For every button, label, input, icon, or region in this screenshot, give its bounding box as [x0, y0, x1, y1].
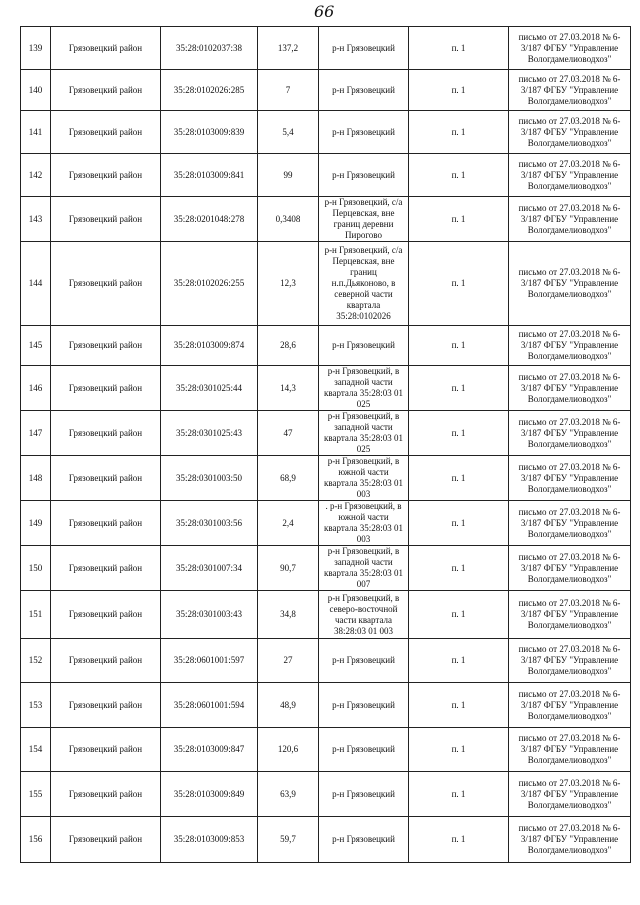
cadastral-number-cell: 35:28:0103009:874: [161, 326, 258, 366]
location-cell: [319, 27, 409, 70]
location-line: 003: [356, 534, 371, 544]
area-cell: 27: [258, 639, 319, 683]
item-cell: п. 1: [409, 242, 509, 326]
location-cell: [319, 772, 409, 817]
table-row: [21, 546, 631, 591]
table-row: [21, 242, 631, 326]
item-cell: п. 1: [409, 546, 509, 591]
cadastral-number-cell: 35:28:0103009:849: [161, 772, 258, 817]
row-number-cell: 152: [21, 639, 51, 683]
cadastral-number-cell: 35:28:0103009:841: [161, 154, 258, 197]
source-line: Вологдамелиоводхоз": [527, 289, 612, 299]
item-cell: п. 1: [409, 27, 509, 70]
source-line: письмо от 27.03.2018 № 6-: [518, 777, 621, 788]
location-line: границ: [350, 267, 377, 277]
location-line: 007: [356, 579, 371, 589]
location-line: р-н Грязовецкий: [332, 744, 395, 754]
location-line: квартала 35:28:03 01: [324, 478, 403, 488]
source-line: письмо от 27.03.2018 № 6-: [518, 598, 621, 608]
location-cell: [319, 70, 409, 111]
location-cell: [319, 501, 409, 546]
source-line: письмо от 27.03.2018 № 6-: [518, 115, 621, 126]
row-number-cell: 146: [21, 366, 51, 411]
district-cell: Грязовецкий район: [51, 366, 161, 411]
location-line: северной части: [334, 289, 393, 299]
source-line: Вологдамелиоводхоз": [527, 180, 612, 191]
item-cell: п. 1: [409, 366, 509, 411]
location-line: квартала: [346, 300, 381, 310]
location-cell: [319, 154, 409, 197]
item-cell: п. 1: [409, 591, 509, 639]
item-cell: п. 1: [409, 728, 509, 772]
location-cell: [319, 111, 409, 154]
table-row: [21, 27, 631, 70]
item-cell: п. 1: [409, 411, 509, 456]
location-line: квартала 35:28:03 01: [324, 568, 403, 578]
location-line: р-н Грязовецкий: [332, 788, 395, 799]
location-cell: [319, 411, 409, 456]
source-document-cell: [509, 111, 631, 154]
source-line: 3/187 ФГБУ "Управление: [520, 562, 619, 573]
source-line: Вологдамелиоводхоз": [527, 528, 612, 539]
source-line: Вологдамелиоводхоз": [527, 438, 612, 449]
source-line: Вологдамелиоводхоз": [527, 573, 612, 584]
row-number-cell: 155: [21, 772, 51, 817]
cadastral-number-cell: 35:28:0103009:839: [161, 111, 258, 154]
source-line: 3/187 ФГБУ "Управление: [520, 744, 619, 754]
row-number-cell: 145: [21, 326, 51, 366]
row-number-cell: 153: [21, 683, 51, 728]
table-row: [21, 154, 631, 197]
source-document-cell: [509, 817, 631, 863]
source-document-cell: [509, 70, 631, 111]
source-line: 3/187 ФГБУ "Управление: [520, 609, 619, 619]
location-line: р-н Грязовецкий, с/а: [324, 197, 403, 207]
location-cell: [319, 591, 409, 639]
source-line: письмо от 27.03.2018 № 6-: [518, 823, 621, 833]
table-row: [21, 70, 631, 111]
source-line: письмо от 27.03.2018 № 6-: [518, 688, 621, 699]
cadastral-number-cell: 35:28:0301003:43: [161, 591, 258, 639]
location-cell: [319, 366, 409, 411]
location-line: квартала 35:28:03 01: [324, 388, 403, 398]
location-line: Перцевская, вне: [332, 256, 395, 266]
source-line: письмо от 27.03.2018 № 6-: [518, 506, 621, 517]
district-cell: Грязовецкий район: [51, 501, 161, 546]
area-cell: 2,4: [258, 501, 319, 546]
cadastral-number-cell: 35:28:0301003:56: [161, 501, 258, 546]
location-line: р-н Грязовецкий, в: [327, 592, 400, 603]
source-line: письмо от 27.03.2018 № 6-: [518, 644, 621, 654]
source-line: письмо от 27.03.2018 № 6-: [518, 202, 621, 213]
cadastral-number-cell: 35:28:0301025:43: [161, 411, 258, 456]
table-row: [21, 591, 631, 639]
source-line: Вологдамелиоводхоз": [527, 799, 612, 810]
row-number-cell: 147: [21, 411, 51, 456]
location-line: р-н Грязовецкий, в: [327, 411, 400, 421]
location-line: Пирогово: [345, 230, 382, 240]
area-cell: 28,6: [258, 326, 319, 366]
location-line: р-н Грязовецкий, с/а: [324, 245, 403, 255]
source-document-cell: [509, 197, 631, 242]
source-line: 3/187 ФГБУ "Управление: [520, 340, 619, 350]
source-line: письмо от 27.03.2018 № 6-: [518, 73, 621, 84]
location-cell: [319, 197, 409, 242]
source-line: письмо от 27.03.2018 № 6-: [518, 551, 621, 562]
table-row: [21, 411, 631, 456]
source-line: 3/187 ФГБУ "Управление: [520, 472, 619, 483]
item-cell: п. 1: [409, 70, 509, 111]
cadastral-number-cell: 35:28:0102037:38: [161, 27, 258, 70]
location-cell: [319, 683, 409, 728]
area-cell: 120,6: [258, 728, 319, 772]
cadastral-number-cell: 35:28:0301003:50: [161, 456, 258, 501]
source-line: письмо от 27.03.2018 № 6-: [518, 733, 621, 743]
area-cell: 7: [258, 70, 319, 111]
item-cell: п. 1: [409, 111, 509, 154]
district-cell: Грязовецкий район: [51, 683, 161, 728]
location-line: 003: [356, 489, 371, 499]
source-line: 3/187 ФГБУ "Управление: [520, 382, 619, 393]
page-number: 66: [314, 2, 335, 21]
row-number-cell: 149: [21, 501, 51, 546]
location-line: р-н Грязовецкий: [332, 655, 395, 665]
location-line: квартала 35:28:03 01: [324, 433, 403, 443]
item-cell: п. 1: [409, 456, 509, 501]
row-number-cell: 139: [21, 27, 51, 70]
cadastral-number-cell: 35:28:0301007:34: [161, 546, 258, 591]
source-line: Вологдамелиоводхоз": [527, 351, 612, 361]
source-document-cell: [509, 27, 631, 70]
source-document-cell: [509, 411, 631, 456]
location-cell: [319, 456, 409, 501]
district-cell: Грязовецкий район: [51, 728, 161, 772]
location-line: р-н Грязовецкий: [332, 699, 395, 710]
area-cell: 0,3408: [258, 197, 319, 242]
location-line: границ деревни: [333, 219, 394, 229]
source-line: Вологдамелиоводхоз": [527, 53, 612, 64]
source-document-cell: [509, 366, 631, 411]
district-cell: Грязовецкий район: [51, 70, 161, 111]
source-line: Вологдамелиоводхоз": [527, 620, 612, 630]
cadastral-number-cell: 35:28:0201048:278: [161, 197, 258, 242]
area-cell: 34,8: [258, 591, 319, 639]
item-cell: п. 1: [409, 683, 509, 728]
row-number-cell: 154: [21, 728, 51, 772]
source-line: письмо от 27.03.2018 № 6-: [518, 267, 621, 277]
table-row: [21, 456, 631, 501]
source-line: письмо от 27.03.2018 № 6-: [518, 329, 621, 339]
location-line: . р-н Грязовецкий, в: [325, 501, 402, 511]
row-number-cell: 142: [21, 154, 51, 197]
location-cell: [319, 728, 409, 772]
source-line: Вологдамелиоводхоз": [527, 95, 612, 106]
source-document-cell: [509, 639, 631, 683]
cadastral-number-cell: 35:28:0102026:285: [161, 70, 258, 111]
area-cell: 5,4: [258, 111, 319, 154]
source-line: 3/187 ФГБУ "Управление: [520, 427, 619, 438]
source-line: Вологдамелиоводхоз": [527, 224, 612, 235]
area-cell: 137,2: [258, 27, 319, 70]
location-cell: [319, 546, 409, 591]
table-row: [21, 197, 631, 242]
source-line: 3/187 ФГБУ "Управление: [520, 84, 619, 95]
item-cell: п. 1: [409, 772, 509, 817]
district-cell: Грязовецкий район: [51, 772, 161, 817]
location-line: южной части: [338, 467, 389, 477]
location-line: Перцевская, вне: [332, 208, 395, 218]
row-number-cell: 150: [21, 546, 51, 591]
location-cell: [319, 242, 409, 326]
table-body: [21, 27, 631, 863]
row-number-cell: 148: [21, 456, 51, 501]
cadastral-number-cell: 35:28:0103009:847: [161, 728, 258, 772]
area-cell: 48,9: [258, 683, 319, 728]
location-line: р-н Грязовецкий: [332, 84, 395, 95]
source-line: письмо от 27.03.2018 № 6-: [518, 461, 621, 472]
source-line: Вологдамелиоводхоз": [527, 845, 612, 855]
district-cell: Грязовецкий район: [51, 242, 161, 326]
source-document-cell: [509, 326, 631, 366]
row-number-cell: 156: [21, 817, 51, 863]
source-document-cell: [509, 154, 631, 197]
source-line: 3/187 ФГБУ "Управление: [520, 788, 619, 799]
district-cell: Грязовецкий район: [51, 411, 161, 456]
cadastral-number-cell: 35:28:0601001:594: [161, 683, 258, 728]
table-row: [21, 326, 631, 366]
source-line: письмо от 27.03.2018 № 6-: [518, 416, 621, 427]
source-line: 3/187 ФГБУ "Управление: [520, 655, 619, 665]
district-cell: Грязовецкий район: [51, 591, 161, 639]
location-line: квартала 35:28:03 01: [324, 523, 403, 533]
location-line: западной части: [334, 422, 393, 432]
source-line: Вологдамелиоводхоз": [527, 755, 612, 765]
item-cell: п. 1: [409, 817, 509, 863]
area-cell: 14,3: [258, 366, 319, 411]
location-line: 025: [356, 399, 371, 409]
row-number-cell: 144: [21, 242, 51, 326]
location-line: р-н Грязовецкий, в: [327, 456, 400, 466]
district-cell: Грязовецкий район: [51, 817, 161, 863]
table-row: [21, 728, 631, 772]
source-line: 3/187 ФГБУ "Управление: [520, 213, 619, 224]
source-document-cell: [509, 728, 631, 772]
table-row: [21, 683, 631, 728]
cadastral-number-cell: 35:28:0103009:853: [161, 817, 258, 863]
area-cell: 59,7: [258, 817, 319, 863]
source-line: Вологдамелиоводхоз": [527, 393, 612, 404]
row-number-cell: 140: [21, 70, 51, 111]
source-document-cell: [509, 501, 631, 546]
district-cell: Грязовецкий район: [51, 639, 161, 683]
area-cell: 12,3: [258, 242, 319, 326]
cadastral-number-cell: 35:28:0301025:44: [161, 366, 258, 411]
district-cell: Грязовецкий район: [51, 27, 161, 70]
row-number-cell: 151: [21, 591, 51, 639]
source-line: 3/187 ФГБУ "Управление: [520, 278, 619, 288]
location-line: 35:28:0102026: [336, 311, 391, 321]
district-cell: Грязовецкий район: [51, 456, 161, 501]
table-row: [21, 111, 631, 154]
district-cell: Грязовецкий район: [51, 111, 161, 154]
item-cell: п. 1: [409, 154, 509, 197]
source-line: письмо от 27.03.2018 № 6-: [518, 158, 621, 169]
location-line: 025: [356, 444, 371, 454]
area-cell: 63,9: [258, 772, 319, 817]
source-line: Вологдамелиоводхоз": [527, 483, 612, 494]
location-line: 38:28:03 01 003: [333, 625, 393, 636]
location-cell: [319, 639, 409, 683]
source-line: 3/187 ФГБУ "Управление: [520, 42, 619, 53]
source-line: 3/187 ФГБУ "Управление: [520, 126, 619, 137]
cadastral-number-cell: 35:28:0102026:255: [161, 242, 258, 326]
location-line: северо-восточной: [329, 603, 398, 614]
source-line: Вологдамелиоводхоз": [527, 710, 612, 721]
table-row: [21, 366, 631, 411]
source-line: письмо от 27.03.2018 № 6-: [518, 371, 621, 382]
table-row: [21, 817, 631, 863]
table-row: [21, 501, 631, 546]
location-cell: [319, 817, 409, 863]
location-line: части квартала: [335, 614, 392, 625]
item-cell: п. 1: [409, 501, 509, 546]
row-number-cell: 143: [21, 197, 51, 242]
area-cell: 90,7: [258, 546, 319, 591]
source-line: 3/187 ФГБУ "Управление: [520, 699, 619, 710]
cadastral-number-cell: 35:28:0601001:597: [161, 639, 258, 683]
source-document-cell: [509, 242, 631, 326]
source-line: Вологдамелиоводхоз": [527, 666, 612, 676]
land-plots-table: [20, 26, 631, 863]
area-cell: 47: [258, 411, 319, 456]
location-line: р-н Грязовецкий: [332, 834, 395, 844]
source-line: письмо от 27.03.2018 № 6-: [518, 31, 621, 42]
source-line: 3/187 ФГБУ "Управление: [520, 834, 619, 844]
location-line: южной части: [338, 512, 389, 522]
source-line: Вологдамелиоводхоз": [527, 137, 612, 148]
district-cell: Грязовецкий район: [51, 326, 161, 366]
location-line: р-н Грязовецкий, в: [327, 546, 400, 556]
location-cell: [319, 326, 409, 366]
location-line: н.п.Дьяконово, в: [331, 278, 396, 288]
location-line: р-н Грязовецкий: [332, 126, 395, 137]
item-cell: п. 1: [409, 639, 509, 683]
source-document-cell: [509, 683, 631, 728]
source-document-cell: [509, 591, 631, 639]
location-line: р-н Грязовецкий: [332, 340, 395, 350]
table-row: [21, 772, 631, 817]
location-line: р-н Грязовецкий, в: [327, 366, 400, 376]
district-cell: Грязовецкий район: [51, 546, 161, 591]
district-cell: Грязовецкий район: [51, 197, 161, 242]
item-cell: п. 1: [409, 197, 509, 242]
source-document-cell: [509, 456, 631, 501]
source-line: 3/187 ФГБУ "Управление: [520, 517, 619, 528]
district-cell: Грязовецкий район: [51, 154, 161, 197]
location-line: западной части: [334, 557, 393, 567]
item-cell: п. 1: [409, 326, 509, 366]
area-cell: 68,9: [258, 456, 319, 501]
source-line: 3/187 ФГБУ "Управление: [520, 169, 619, 180]
row-number-cell: 141: [21, 111, 51, 154]
source-document-cell: [509, 772, 631, 817]
area-cell: 99: [258, 154, 319, 197]
location-line: р-н Грязовецкий: [332, 42, 395, 53]
location-line: р-н Грязовецкий: [332, 169, 395, 180]
table-row: [21, 639, 631, 683]
location-line: западной части: [334, 377, 393, 387]
source-document-cell: [509, 546, 631, 591]
